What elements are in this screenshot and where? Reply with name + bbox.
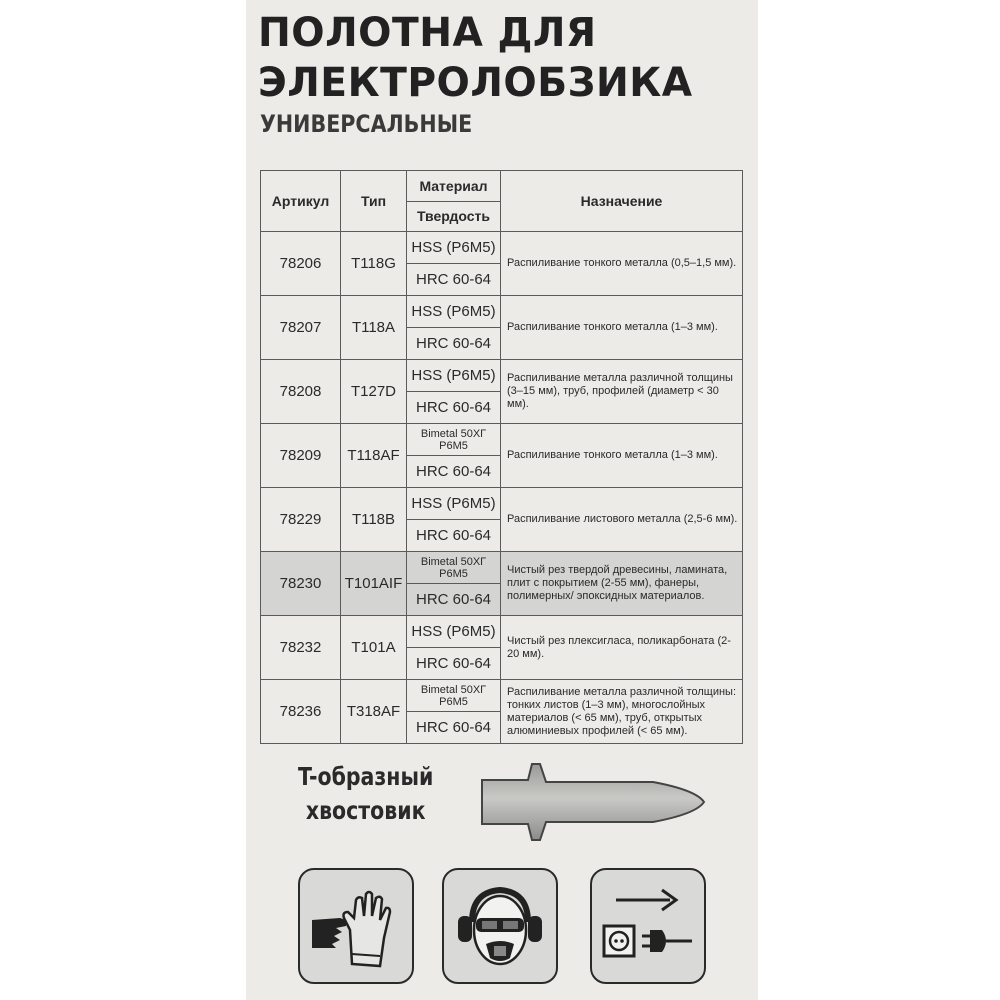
hardness-cell: HRC 60-64 [407, 520, 501, 552]
hardness-cell: HRC 60-64 [407, 648, 501, 680]
shank-label-line-2: хвостовик [305, 796, 426, 825]
header-purpose: Назначение [501, 171, 743, 232]
article-cell: 78206 [261, 232, 341, 296]
safety-goggles-respirator-icon [442, 868, 558, 984]
material-cell: HSS (P6M5) [407, 616, 501, 648]
article-cell: 78230 [261, 552, 341, 616]
shank-label-line-1: T-образный [298, 762, 434, 791]
material-cell: HSS (P6M5) [407, 360, 501, 392]
unplug-icon [590, 868, 706, 984]
hardness-cell: HRC 60-64 [407, 264, 501, 296]
table-header-row [261, 171, 743, 202]
table-row [261, 232, 743, 264]
material-cell: Bimetal 50ХГ P6M5 [407, 424, 501, 456]
header-hardness: Твердость [407, 201, 501, 232]
type-cell: T118G [341, 232, 407, 296]
table-row [261, 488, 743, 520]
material-cell: Bimetal 50ХГ P6M5 [407, 552, 501, 584]
table-row [261, 360, 743, 392]
purpose-cell: Распиливание тонкого металла (1–3 мм). [501, 296, 743, 360]
material-cell: Bimetal 50ХГ P6M5 [407, 680, 501, 712]
table-row [261, 616, 743, 648]
article-cell: 78232 [261, 616, 341, 680]
purpose-cell: Распиливание металла различной толщины (3–15 мм), труб, профилей (диаметр < 30 мм). [501, 360, 743, 424]
purpose-cell: Распиливание тонкого металла (1–3 мм). [501, 424, 743, 488]
table-row [261, 424, 743, 456]
purpose-cell: Чистый рез плексигласа, поликарбоната (2-20 мм). [501, 616, 743, 680]
purpose-cell: Распиливание листового металла (2,5-6 мм). [501, 488, 743, 552]
table-row [261, 680, 743, 712]
type-cell: T118AF [341, 424, 407, 488]
type-cell: T101AIF [341, 552, 407, 616]
header-material: Материал [407, 171, 501, 202]
article-cell: 78229 [261, 488, 341, 552]
material-cell: HSS (P6M5) [407, 296, 501, 328]
hardness-cell: HRC 60-64 [407, 328, 501, 360]
article-cell: 78207 [261, 296, 341, 360]
table-row [261, 296, 743, 328]
type-cell: T101A [341, 616, 407, 680]
shank-label [298, 760, 433, 828]
article-cell: 78236 [261, 680, 341, 744]
article-cell: 78208 [261, 360, 341, 424]
table-row [261, 552, 743, 584]
material-cell: HSS (P6M5) [407, 232, 501, 264]
page-title [258, 8, 693, 108]
header-article: Артикул [261, 171, 341, 232]
hardness-cell: HRC 60-64 [407, 712, 501, 744]
type-cell: T127D [341, 360, 407, 424]
subtitle: УНИВЕРСАЛЬНЫЕ [260, 110, 473, 138]
gloves-icon [298, 868, 414, 984]
purpose-cell: Распиливание металла различной толщины: тонких листов (1–3 мм), многослойных материалов (< 65 мм), труб, открытых алюминиевых профилей (< 65 мм). [501, 680, 743, 744]
hardness-cell: HRC 60-64 [407, 456, 501, 488]
title-line-2: ЭЛЕКТРОЛОБЗИКА [258, 60, 693, 106]
header-type: Тип [341, 171, 407, 232]
purpose-cell: Чистый рез твердой древесины, ламината, плит с покрытием (2-55 мм), фанеры, полимерных/ эпоксидных материалов. [501, 552, 743, 616]
title-line-1: ПОЛОТНА ДЛЯ [258, 10, 597, 56]
t-shank-illustration [478, 760, 708, 845]
material-cell: HSS (P6M5) [407, 488, 501, 520]
purpose-cell: Распиливание тонкого металла (0,5–1,5 мм). [501, 232, 743, 296]
hardness-cell: HRC 60-64 [407, 392, 501, 424]
article-cell: 78209 [261, 424, 341, 488]
type-cell: T318AF [341, 680, 407, 744]
type-cell: T118A [341, 296, 407, 360]
type-cell: T118B [341, 488, 407, 552]
spec-table [260, 170, 743, 744]
hardness-cell: HRC 60-64 [407, 584, 501, 616]
